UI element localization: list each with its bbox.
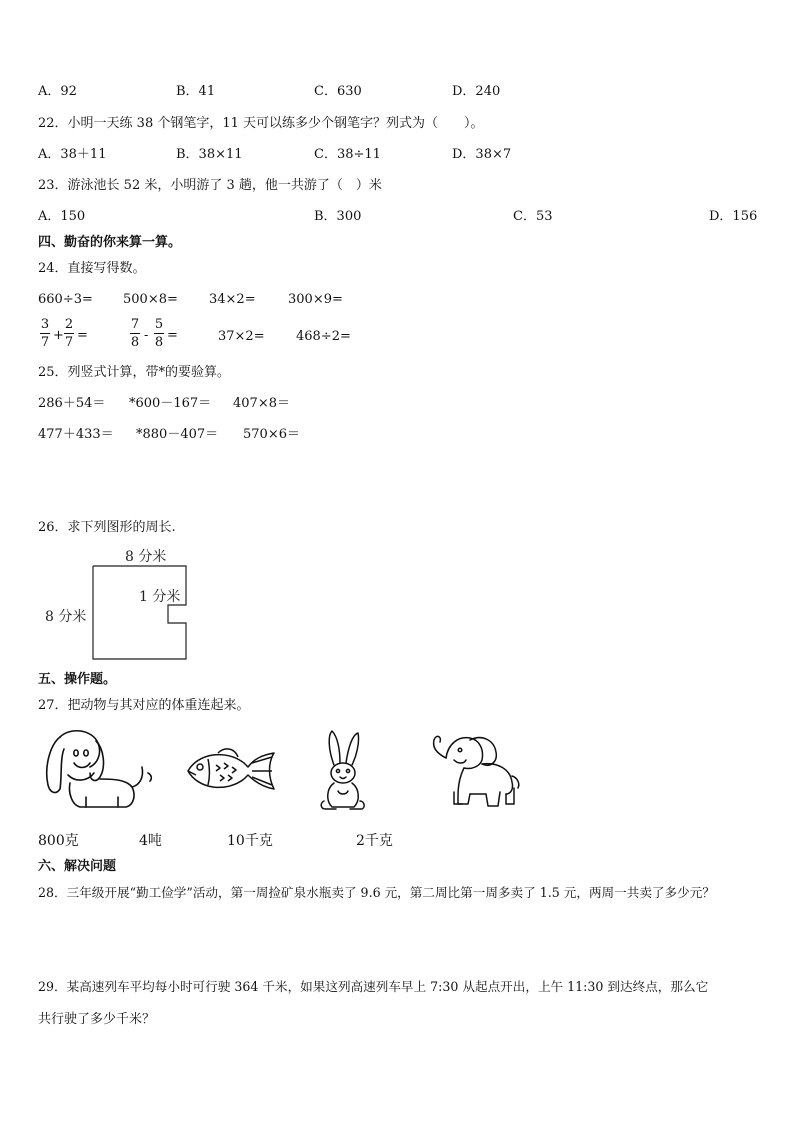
top-length-label: 8 分米 <box>125 549 167 565</box>
arith-item: 407×8＝ <box>233 396 290 411</box>
fish-icon[interactable] <box>182 745 278 797</box>
weight-option[interactable]: 4吨 <box>139 833 162 849</box>
question-24: 24．直接写得数。 <box>38 261 146 276</box>
fraction <box>40 318 50 349</box>
weight-option[interactable]: 800克 <box>38 833 79 849</box>
notch-length-label: 1 分米 <box>139 589 181 605</box>
section-heading: 六、解决问题 <box>38 859 117 874</box>
fraction <box>154 318 164 349</box>
rabbit-icon[interactable] <box>318 729 370 813</box>
option-b[interactable]: B．41 <box>176 84 216 99</box>
fraction <box>130 318 140 349</box>
dog-icon[interactable] <box>40 727 158 815</box>
equals: = <box>77 328 88 343</box>
option-d[interactable]: D．156 <box>709 209 758 224</box>
numerator: 7 <box>130 317 140 332</box>
arith-item: 34×2= <box>209 292 256 307</box>
perimeter-figure <box>40 548 200 663</box>
fraction <box>64 318 74 349</box>
option-d[interactable]: D．240 <box>452 84 501 99</box>
option-d[interactable]: D．38×7 <box>452 147 512 162</box>
elephant-icon[interactable] <box>424 730 524 810</box>
arith-item: 570×6＝ <box>243 427 300 442</box>
question-29: 29．某高速列车平均每小时可行驶 364 千米，如果这列高速列车早上 7:30 从起点开出，上午 11:30 到达终点，那么它 <box>38 979 709 994</box>
option-c[interactable]: C．53 <box>513 209 553 224</box>
arith-item: 286＋54＝ <box>38 396 106 411</box>
equals: = <box>167 328 178 343</box>
numerator: 3 <box>40 317 50 332</box>
question-22: 22．小明一天练 38 个钢笔字，11 天可以练多少个钢笔字？列式为（ ）。 <box>38 116 484 131</box>
arith-item: 37×2= <box>218 329 265 344</box>
denominator: 8 <box>130 335 140 350</box>
option-b[interactable]: B．38×11 <box>176 147 243 162</box>
option-b[interactable]: B．300 <box>314 209 362 224</box>
operator: + <box>53 328 64 343</box>
numerator: 2 <box>64 317 74 332</box>
arith-item: *880－407＝ <box>136 427 219 442</box>
option-c[interactable]: C．38÷11 <box>314 147 381 162</box>
question-29-continuation: 共行驶了多少千米？ <box>38 1012 156 1027</box>
question-27: 27．把动物与其对应的体重连起来。 <box>38 698 250 713</box>
option-a[interactable]: A．92 <box>38 84 77 99</box>
denominator: 7 <box>40 335 50 350</box>
left-length-label: 8 分米 <box>45 609 87 625</box>
arith-item: 477＋433＝ <box>38 427 114 442</box>
option-c[interactable]: C．630 <box>314 84 362 99</box>
section-heading: 五、操作题。 <box>38 672 117 687</box>
weight-option[interactable]: 2千克 <box>356 833 393 849</box>
question-23: 23．游泳池长 52 米，小明游了 3 趟，他一共游了（ ）米 <box>38 178 382 193</box>
question-28: 28．三年级开展“勤工俭学”活动，第一周捡矿泉水瓶卖了 9.6 元，第二周比第一周多卖了 1.5 元，两周一共卖了多少元？ <box>38 885 715 900</box>
question-26: 26．求下列图形的周长. <box>38 520 176 535</box>
arith-item: 468÷2= <box>296 329 351 344</box>
question-25: 25．列竖式计算，带*的要验算。 <box>38 365 231 380</box>
denominator: 8 <box>154 335 164 350</box>
arith-item: 660÷3= <box>38 292 93 307</box>
option-a[interactable]: A．150 <box>38 209 86 224</box>
weight-option[interactable]: 10千克 <box>227 833 273 849</box>
figure-outline <box>93 566 186 659</box>
numerator: 5 <box>154 317 164 332</box>
arith-item: 500×8= <box>123 292 178 307</box>
arith-item: 300×9= <box>288 292 343 307</box>
denominator: 7 <box>64 335 74 350</box>
section-heading: 四、勤奋的你来算一算。 <box>38 235 182 250</box>
operator: - <box>144 328 149 343</box>
option-a[interactable]: A．38＋11 <box>38 147 107 162</box>
arith-item: *600－167＝ <box>129 396 212 411</box>
